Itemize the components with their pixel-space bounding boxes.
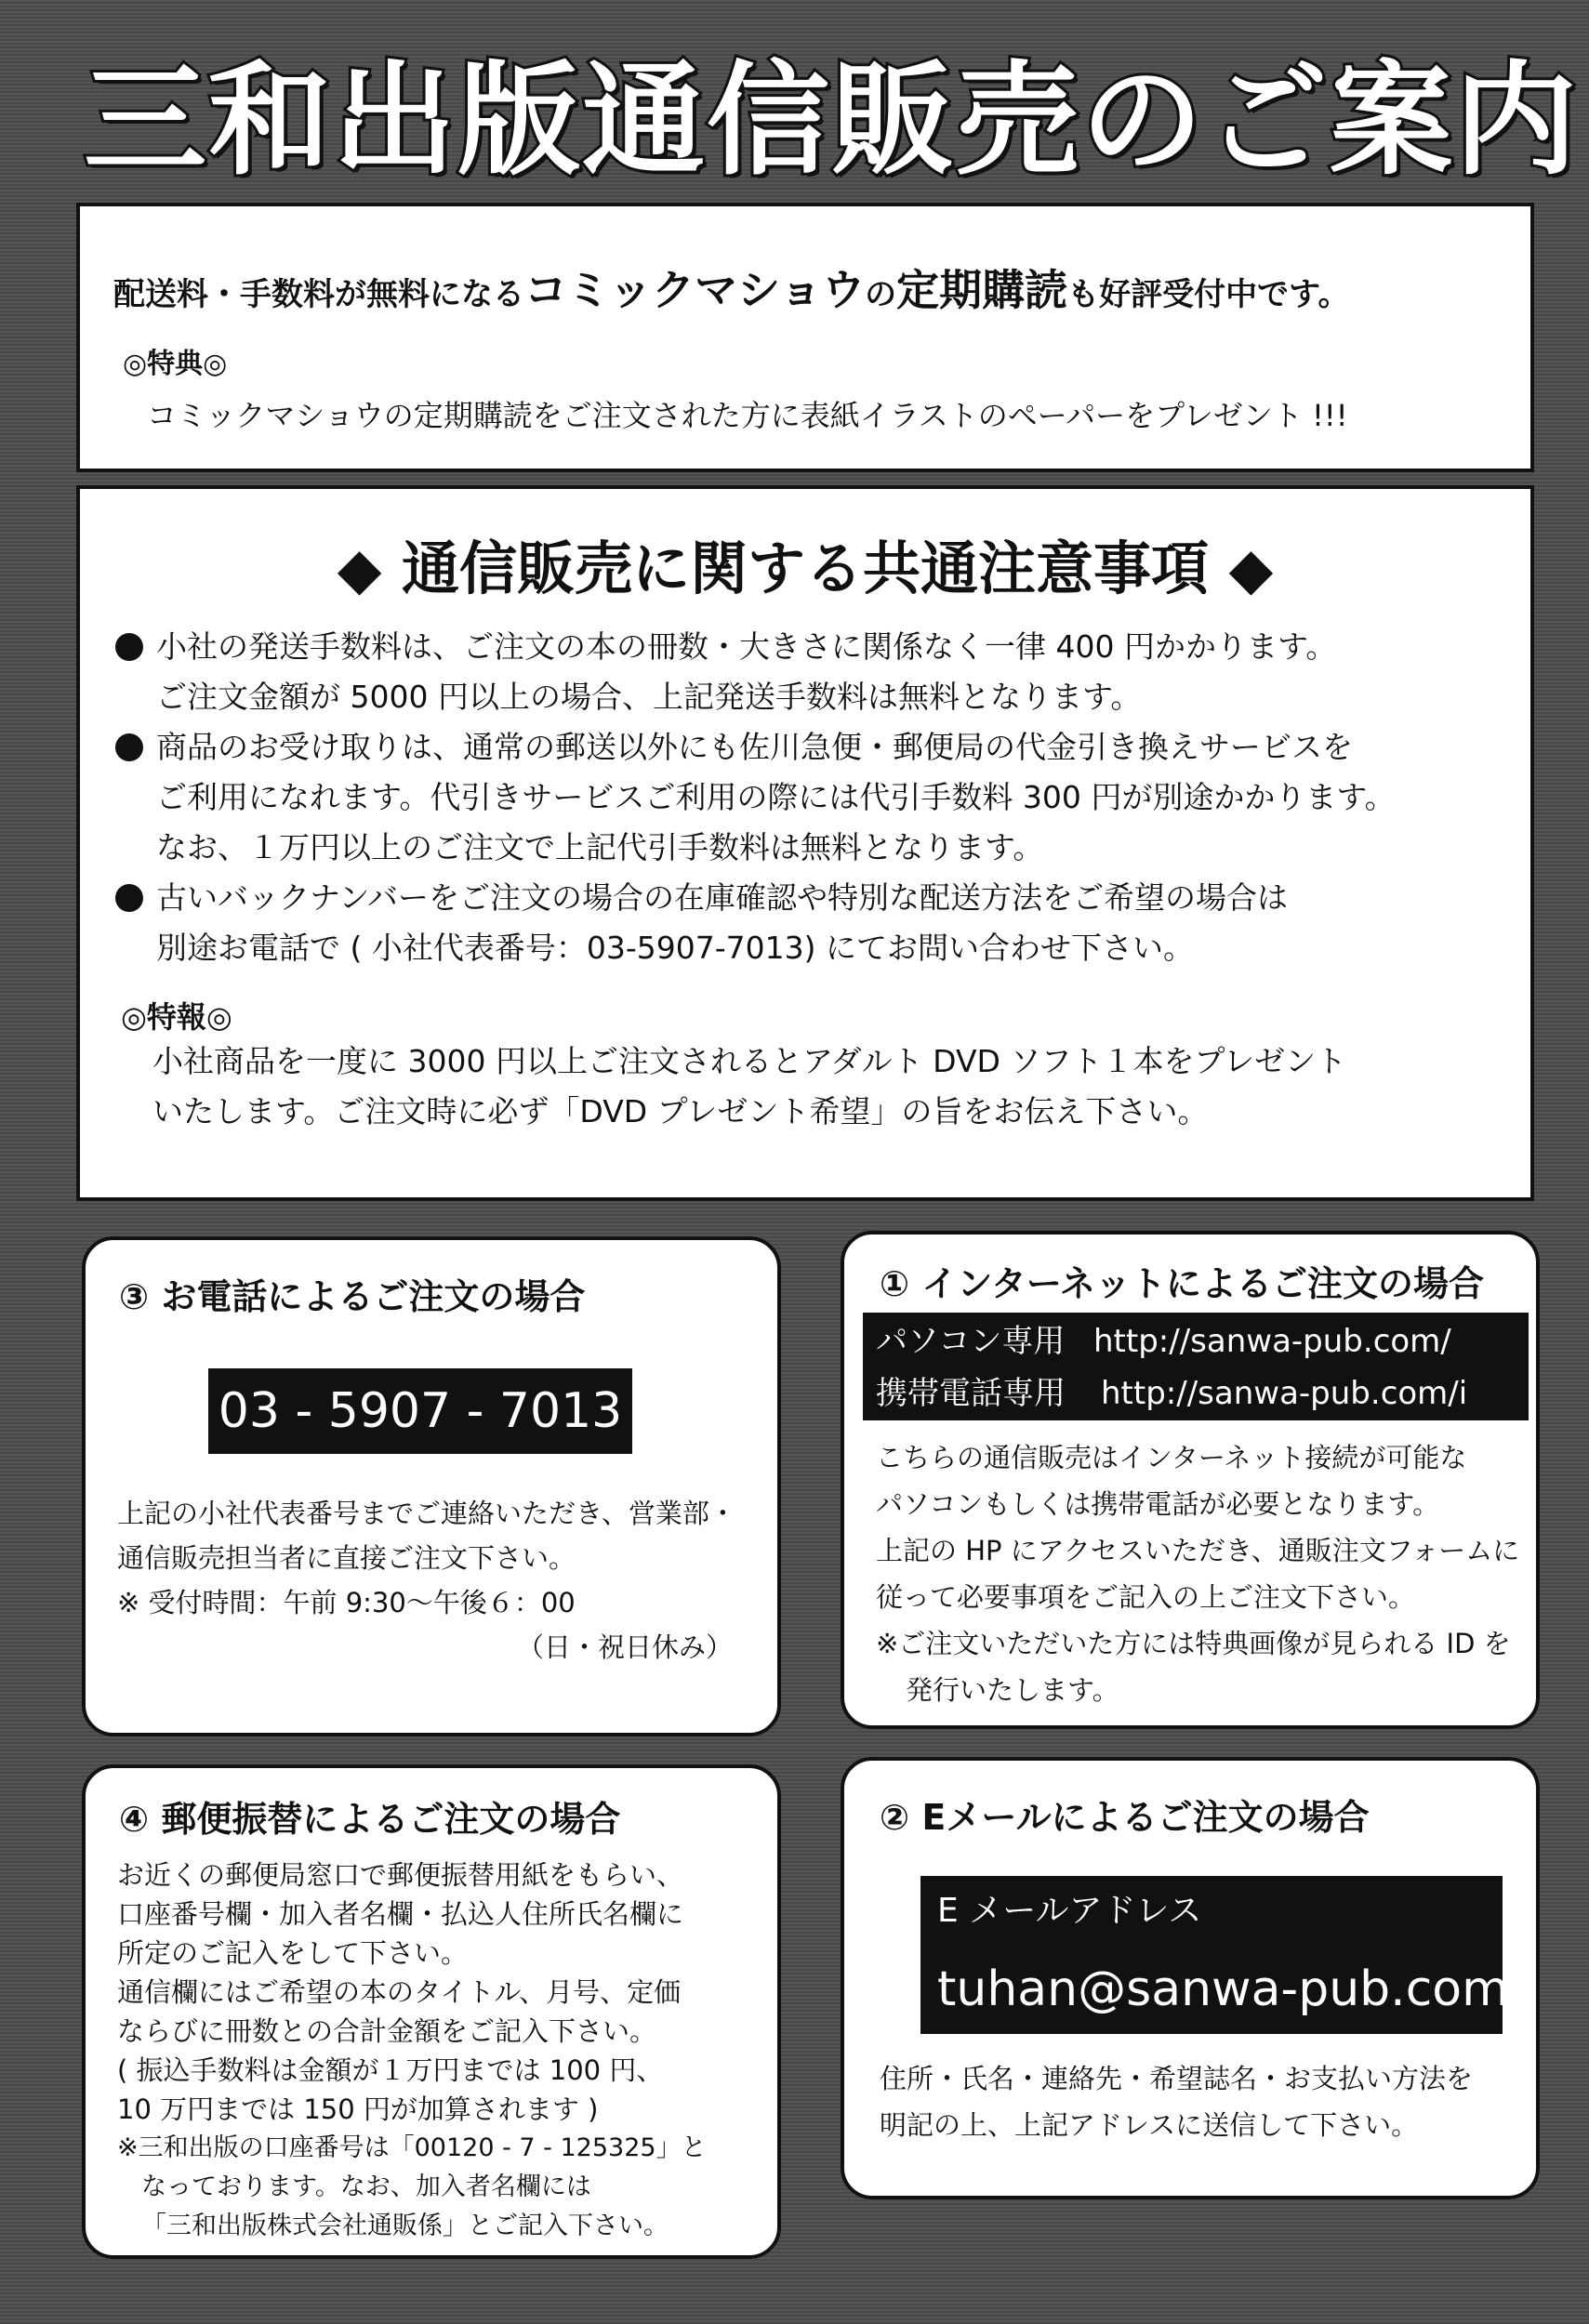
notice-bullet (113, 873, 1497, 973)
tokuho-text: いたします。ご注文時に必ず「DVD プレゼント希望」の旨をお伝え下さい。 (152, 1093, 1209, 1129)
mobile-label: 携帯電話専用 (876, 1375, 1066, 1412)
tokuho-label: ◎特報◎ (121, 999, 232, 1035)
tokuho-text: 小社商品を一度に 3000 円以上ご注文されるとアダルト DVD ソフト１本をプレゼント (152, 1043, 1347, 1079)
internet-order-text: パソコンもしくは携帯電話が必要となります。 (876, 1488, 1440, 1520)
account-number-note: ※三和出版の口座番号は「00120 - 7 - 125325」と (117, 2133, 707, 2162)
internet-order-title (880, 1255, 1484, 1306)
bullet-icon (115, 884, 143, 912)
postal-order-text: 口座番号欄・加入者名欄・払込人住所氏名欄に (117, 1898, 684, 1930)
url-panel (863, 1313, 1529, 1420)
holidays-note: （日・祝日休み） (517, 1631, 734, 1663)
internet-order-title-text: インターネットによるご注文の場合 (921, 1263, 1485, 1304)
notice-text: ご注文金額が 5000 円以上の場合、上記発送手数料は無料となります。 (156, 679, 1142, 715)
postal-order-text: お近くの郵便局窓口で郵便振替用紙をもらい、 (117, 1859, 684, 1891)
notice-bullet (113, 722, 1497, 873)
postal-order-text: 所定のご記入をして下さい。 (117, 1937, 469, 1969)
pc-url-link[interactable]: http://sanwa-pub.com/ (1093, 1323, 1451, 1360)
internet-order-text: 上記の HP にアクセスいただき、通販注文フォームに (876, 1535, 1520, 1566)
notice-text: なお、１万円以上のご注文で上記代引手数料は無料となります。 (156, 829, 1044, 865)
phone-order-text: 通信販売担当者に直接ご注文下さい。 (117, 1542, 576, 1574)
email-order-text: 明記の上、上記アドレスに送信して下さい。 (880, 2109, 1419, 2141)
notice-heading: ◆ 通信販売に関する共通注意事項 ◆ (337, 535, 1274, 602)
postal-order-box (82, 1764, 781, 2259)
notice-text: 小社の発送手数料は、ご注文の本の冊数・大きさに関係なく一律 400 円かかります。 (156, 628, 1337, 665)
email-address-label: E メールアドレス (937, 1892, 1202, 1930)
email-address-panel (920, 1876, 1509, 2034)
internet-order-text: 従って必要事項をご記入の上ご注文下さい。 (876, 1581, 1416, 1613)
phone-number[interactable]: 03 - 5907 - 7013 (208, 1368, 632, 1454)
circled-number-4: ④ (119, 1799, 150, 1840)
notice-text: 古いバックナンバーをご注文の場合の在庫確認や特別な配送方法をご希望の場合は (156, 879, 1289, 916)
email-order-title-text: Eメールによるご注文の場合 (921, 1797, 1370, 1838)
mobile-url-link[interactable]: http://sanwa-pub.com/i (1101, 1375, 1468, 1412)
tokuten-text: コミックマショウの定期購読をご注文された方に表紙イラストのペーパーをプレゼント !!! (147, 398, 1348, 433)
tokuten-label: ◎特典◎ (123, 348, 228, 380)
postal-order-title (119, 1790, 620, 1842)
internet-order-text: ※ご注文いただいた方には特典画像が見られる ID を (876, 1628, 1511, 1659)
circled-number-3: ③ (119, 1276, 150, 1317)
notice-text: ご利用になれます。代引きサービスご利用の際には代引手数料 300 円が別途かかります。 (156, 779, 1396, 815)
bullet-icon (115, 733, 143, 761)
subscription-headline (113, 257, 1490, 318)
postal-order-text: 10 万円までは 150 円が加算されます ) (117, 2093, 599, 2125)
postal-order-text: ならびに冊数との合計金額をご記入下さい。 (117, 2015, 657, 2047)
bullet-icon (115, 633, 143, 661)
common-notice-box (76, 485, 1534, 1201)
teiki-koudoku: 定期購読 (896, 265, 1068, 315)
phone-order-title (119, 1268, 585, 1319)
subscription-box (76, 203, 1534, 472)
email-address-link[interactable]: tuhan@sanwa-pub.com (937, 1961, 1509, 2017)
subscription-headline-mid: の (865, 276, 897, 313)
email-order-text: 住所・氏名・連絡先・希望誌名・お支払い方法を (880, 2063, 1474, 2094)
email-order-box (841, 1757, 1540, 2199)
phone-order-box (82, 1236, 781, 1736)
postal-order-text: 通信欄にはご希望の本のタイトル、月号、定価 (117, 1976, 682, 2008)
circled-number-1: ① (880, 1263, 910, 1304)
postal-order-text: なっております。なお、加入者名欄には (141, 2172, 591, 2201)
pc-label: パソコン専用 (876, 1323, 1066, 1360)
notice-text: 商品のお受け取りは、通常の郵送以外にも佐川急便・郵便局の代金引き換えサービスを (156, 729, 1353, 765)
notice-text: 別途お電話で ( 小社代表番号：03-5907-7013) にてお問い合わせ下さい。 (156, 930, 1194, 966)
reception-hours: ※ 受付時間：午前 9:30〜午後６：00 (117, 1587, 576, 1618)
page-title: 三和出版通信販売のご案内 (84, 49, 1579, 192)
internet-order-box (841, 1231, 1540, 1729)
subscription-headline-post: も好評受付中です。 (1067, 276, 1350, 313)
email-order-title (880, 1789, 1370, 1840)
internet-order-text: 発行いたします。 (906, 1674, 1119, 1706)
postal-order-title-text: 郵便振替によるご注文の場合 (161, 1799, 621, 1840)
circled-number-2: ② (880, 1797, 910, 1838)
phone-order-title-text: お電話によるご注文の場合 (161, 1276, 586, 1317)
magazine-name: コミックマショウ (524, 265, 866, 315)
subscription-headline-pre: 配送料・手数料が無料になる (113, 276, 524, 313)
postal-order-text: ( 振込手数料は金額が１万円までは 100 円、 (117, 2054, 664, 2086)
phone-order-text: 上記の小社代表番号までご連絡いただき、営業部・ (117, 1498, 736, 1529)
postal-order-text: 「三和出版株式会社通販係」とご記入下さい。 (141, 2212, 669, 2240)
notice-bullet (113, 622, 1497, 722)
internet-order-text: こちらの通信販売はインターネット接続が可能な (876, 1442, 1467, 1473)
